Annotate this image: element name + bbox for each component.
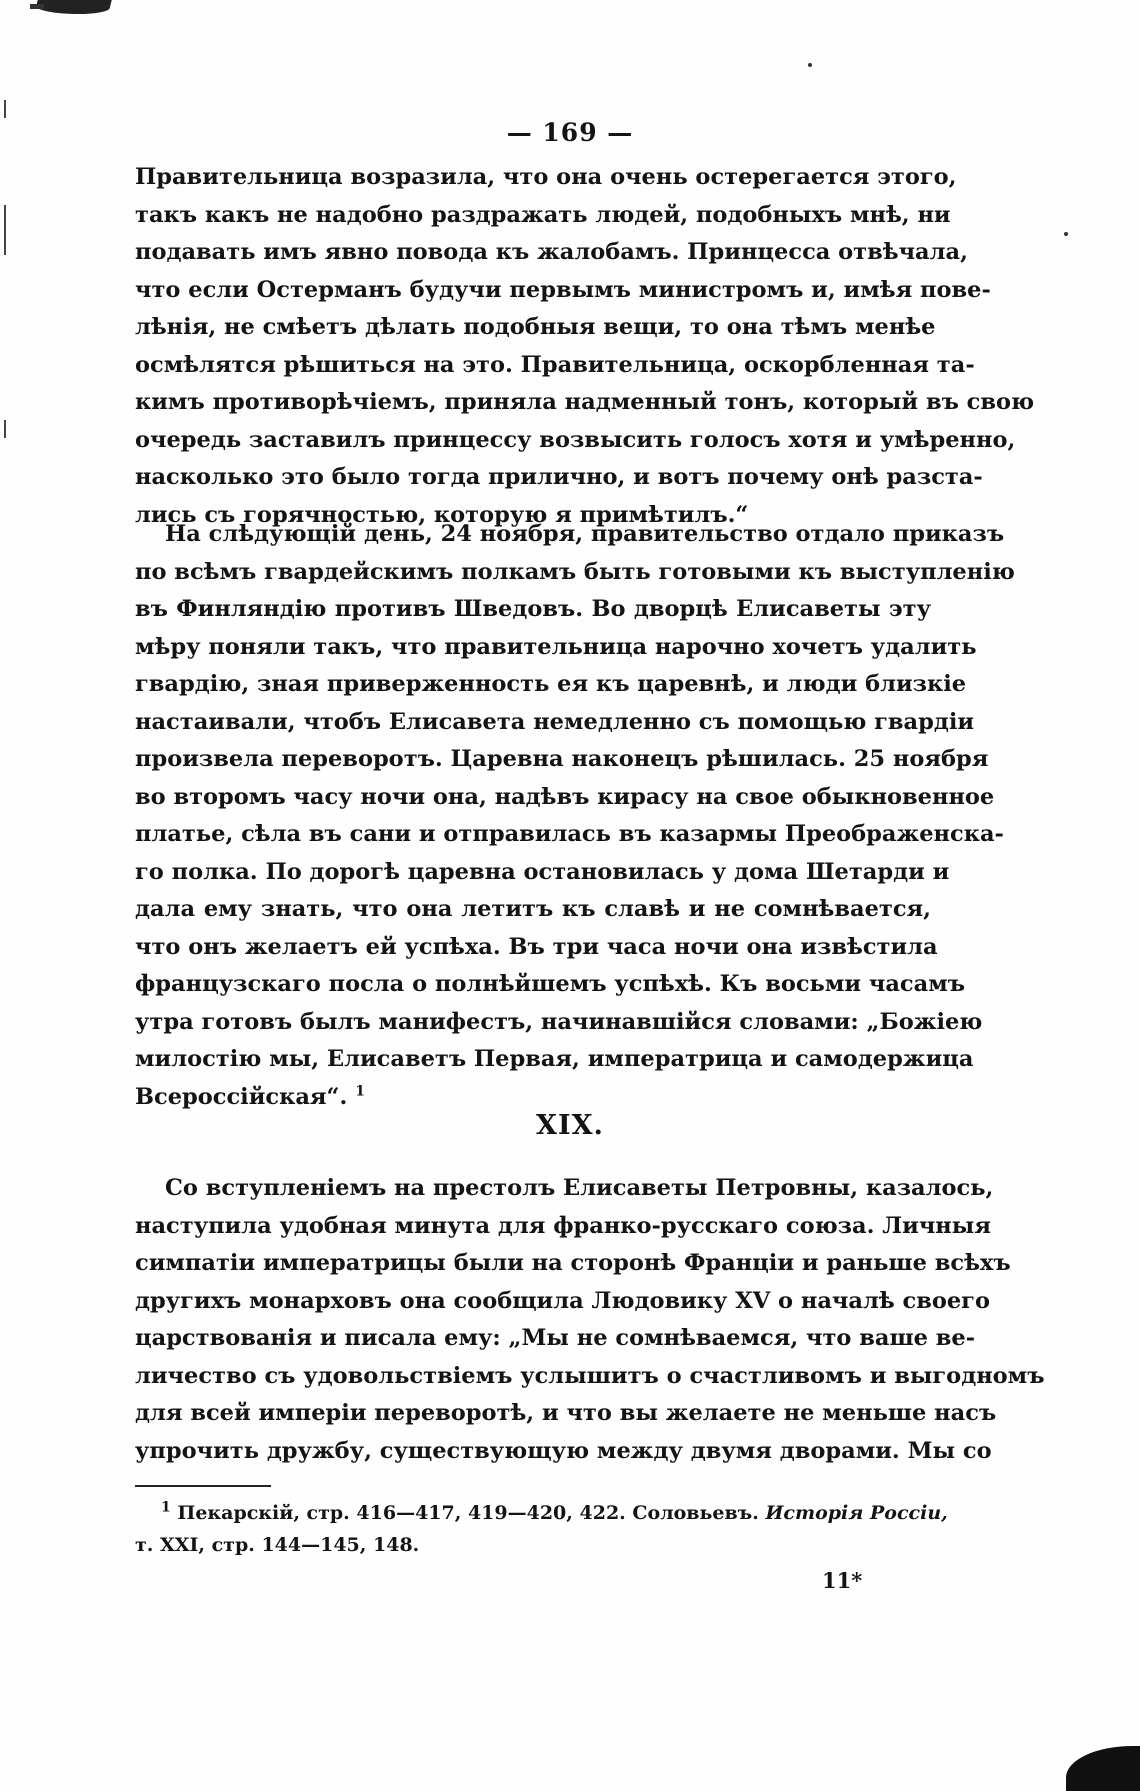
text-line: осмѣлятся рѣшиться на это. Правительница, оскорбленная та- xyxy=(135,351,975,378)
text-line: по всѣмъ гвардейскимъ полкамъ быть готовыми къ выступленію xyxy=(135,558,1015,585)
text-line: лѣнія, не смѣетъ дѣлать подобныя вещи, то она тѣмъ менѣе xyxy=(135,314,936,340)
page-number: — 169 — xyxy=(506,118,634,147)
scan-edge-mark xyxy=(4,420,6,438)
scan-speck xyxy=(808,63,812,67)
text-line: настаивали, чтобъ Елисавета немедленно съ помощью гвардіи xyxy=(135,708,975,735)
text-line: въ Финляндію противъ Шведовъ. Во дворцѣ Елисаветы эту xyxy=(135,596,931,622)
section-heading: XIX. xyxy=(536,1110,604,1141)
footnote-marker: 1 xyxy=(161,1499,171,1516)
text-line: мѣру поняли такъ, что правительница нарочно хочетъ удалить xyxy=(135,633,977,660)
scan-ink-blot xyxy=(30,4,44,9)
footnote-divider xyxy=(135,1485,271,1487)
scan-speck xyxy=(1064,232,1068,236)
text-line: царствованія и писала ему: „Мы не сомнѣваемся, что ваше ве- xyxy=(135,1325,976,1351)
text-line: наступила удобная минута для франко-русскаго союза. Личныя xyxy=(135,1212,991,1239)
text-line: упрочить дружбу, существующую между двумя дворами. Мы со xyxy=(135,1437,992,1464)
text-line: гвардію, зная приверженность ея къ царевнѣ, и люди близкіе xyxy=(135,671,967,697)
text-line: для всей имперіи переворотѣ, и что вы желаете не меньше насъ xyxy=(135,1400,997,1426)
footnote xyxy=(135,1497,948,1561)
text-line: такъ какъ не надобно раздражать людей, подобныхъ мнѣ, ни xyxy=(135,201,951,228)
text-line: го полка. По дорогѣ царевна остановилась у дома Шетарди и xyxy=(135,858,950,885)
text-line: произвела переворотъ. Царевна наконецъ рѣшилась. 25 ноября xyxy=(135,746,989,772)
text-line: что онъ желаетъ ей успѣха. Въ три часа ночи она извѣстила xyxy=(135,933,938,960)
text-line: другихъ монарховъ она сообщила Людовику XV о началѣ своего xyxy=(135,1287,990,1314)
scan-edge-mark xyxy=(4,100,6,118)
text-line: насколько это было тогда прилично, и вотъ почему онѣ разста- xyxy=(135,464,983,490)
text-line: французскаго посла о полнѣйшемъ успѣхѣ. Къ восьми часамъ xyxy=(135,971,966,997)
text-line: Всероссійская“. xyxy=(135,1083,348,1110)
text-line: милостію мы, Елисаветъ Первая, императрица и самодержица xyxy=(135,1046,974,1072)
text-line: симпатіи императрицы были на сторонѣ Франціи и раньше всѣхъ xyxy=(135,1250,1011,1276)
text-line: платье, сѣла въ сани и отправилась въ казармы Преображенска- xyxy=(135,821,1004,847)
paragraph xyxy=(135,516,1015,1116)
text-line: кимъ противорѣчіемъ, приняла надменный тонъ, который въ свою xyxy=(135,389,1035,415)
scan-edge-mark xyxy=(4,205,6,255)
scan-ink-blot xyxy=(1066,1746,1140,1791)
text-line: подавать имъ явно повода къ жалобамъ. Принцесса отвѣчала, xyxy=(135,239,968,265)
text-line: лись съ горячностью, которую я примѣтилъ.“ xyxy=(135,501,749,528)
signature-mark: 11* xyxy=(822,1568,863,1593)
text-line: личество съ удовольствіемъ услышитъ о счастливомъ и выгодномъ xyxy=(135,1362,1045,1389)
footnote-line xyxy=(135,1497,948,1529)
footnote-book-title: Исторія Россіи, xyxy=(765,1502,948,1524)
footnote-reference: 1 xyxy=(355,1083,365,1099)
text-line: Со вступленіемъ на престолъ Елисаветы Петровны, казалось, xyxy=(165,1175,994,1201)
text-line: что если Остерманъ будучи первымъ министромъ и, имѣя пове- xyxy=(135,276,991,303)
text-line: дала ему знать, что она летитъ къ славѣ и не сомнѣвается, xyxy=(135,896,931,922)
paragraph xyxy=(135,1170,1045,1470)
scan-ink-blot xyxy=(34,0,111,14)
text-line: очередь заставилъ принцессу возвысить голосъ хотя и умѣренно, xyxy=(135,426,1016,453)
text-line: На слѣдующій день, 24 ноября, правительство отдало приказъ xyxy=(165,521,1005,547)
text-line: Правительница возразила, что она очень остерегается этого, xyxy=(135,164,957,190)
text-line: во второмъ часу ночи она, надѣвъ кирасу на свое обыкновенное xyxy=(135,783,995,810)
footnote-source: Пекарскій, стр. 416—417, 419—420, 422. Соловьевъ. xyxy=(177,1502,759,1524)
footnote-line: т. XXI, стр. 144—145, 148. xyxy=(135,1534,420,1556)
text-line: утра готовъ былъ манифестъ, начинавшійся словами: „Божіею xyxy=(135,1008,983,1035)
